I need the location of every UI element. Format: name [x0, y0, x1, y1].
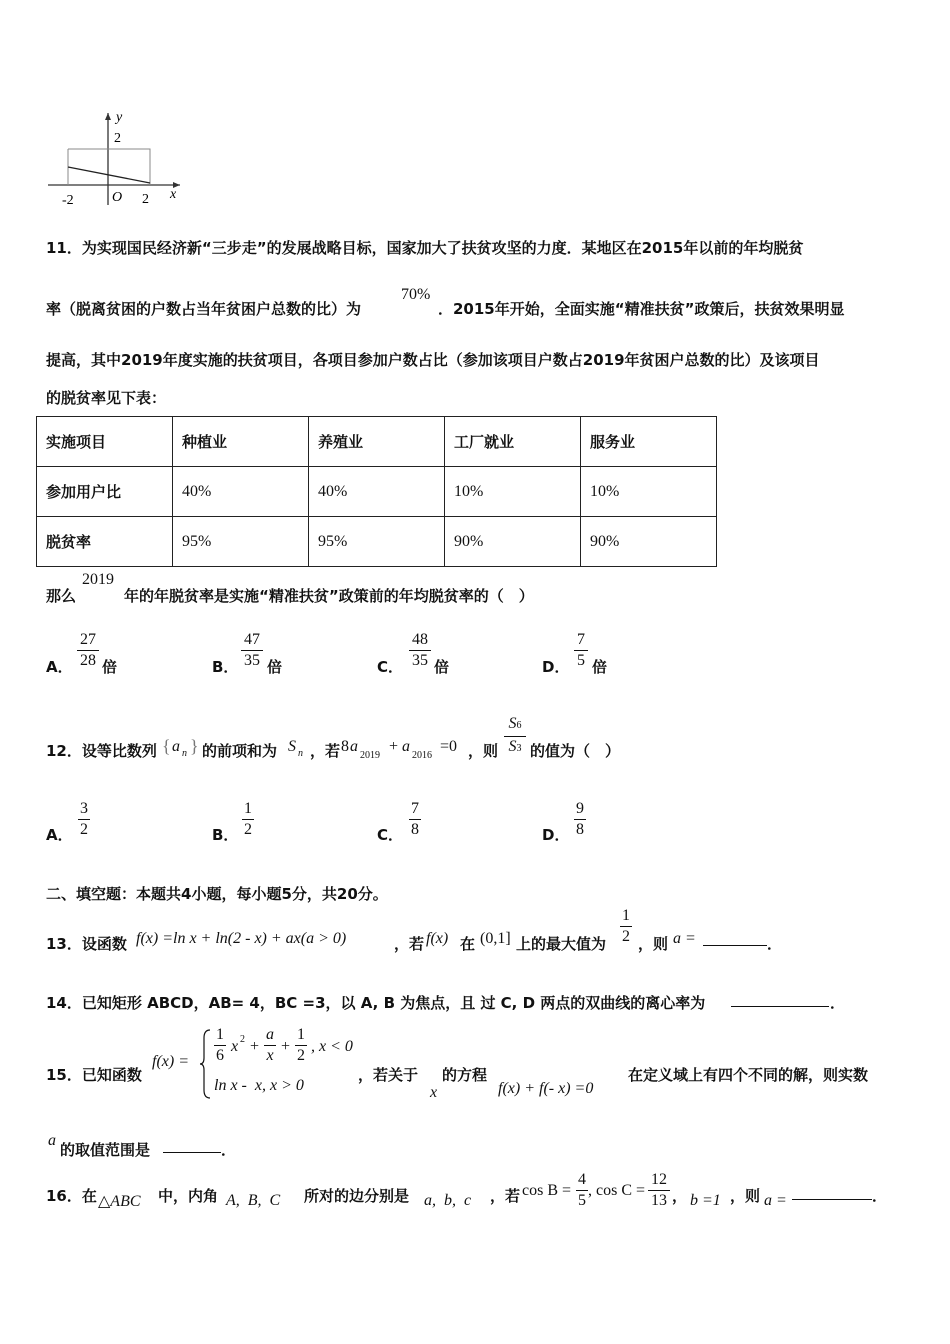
q12-seq: a	[172, 738, 180, 755]
option-label: D．	[542, 826, 570, 844]
q15-case1-pow: 2	[240, 1034, 245, 1045]
option-label: A．	[46, 658, 73, 676]
q12-seq-sub: n	[182, 748, 187, 759]
q15-case1-plus2: +	[281, 1038, 291, 1055]
q11-line3: 提高，其中2019年度实施的扶贫项目，各项目参加户数占比（参加该项目户数占2019年贫困户总数的比）及该项目	[46, 351, 820, 369]
q15-equation: f(x) + f(- x) =0	[498, 1080, 594, 1097]
q12-text-e: 的值为（ ）	[530, 742, 621, 760]
q16-cosC-fraction: 12 13	[648, 1170, 670, 1211]
q15-text-b: ，若关于	[358, 1066, 419, 1084]
q15-a-var: a	[48, 1132, 56, 1149]
option-fraction: 47 35	[241, 630, 263, 671]
table-header-cell: 服务业	[581, 417, 717, 467]
table-header-row	[37, 417, 717, 467]
q16-a-var: a =	[764, 1192, 787, 1209]
q16-end: ．	[872, 1187, 888, 1205]
table-cell: 参加用户比	[37, 467, 173, 517]
q15-text-a: 15．已知函数	[46, 1066, 142, 1084]
q15-case1-cond: , x < 0	[311, 1038, 353, 1055]
option-label: B．	[212, 658, 239, 676]
q12-eq-plus: +	[385, 738, 403, 755]
q13-text-c: 在	[460, 935, 476, 953]
q12-eq-a: a	[350, 738, 358, 755]
q13-max-fraction: 1 2	[622, 907, 630, 945]
q12-eq-coef: 8	[341, 738, 349, 755]
option-label: D．	[542, 658, 570, 676]
q16-b-value: b =1	[690, 1192, 721, 1209]
q12-eq-a2: a	[402, 738, 410, 755]
q16-text-b: 中，内角	[158, 1187, 219, 1205]
q14-text: 14．已知矩形 ABCD，AB= 4，BC =3，以 A, B 为焦点，且 过 C, D 两点的双曲线的离心率为	[46, 994, 706, 1012]
q16-cosB: cos B =	[522, 1182, 572, 1199]
option-fraction: 1 2	[244, 800, 252, 838]
q13-fx: f(x)	[426, 930, 449, 947]
q11-line2b: ．2015年开始，全面实施“精准扶贫”政策后，扶贫效果明显	[438, 300, 845, 318]
q11-year: 2019	[82, 571, 114, 588]
q11-line4: 的脱贫率见下表：	[46, 389, 167, 407]
table-cell: 40%	[309, 467, 445, 517]
q12-S: S	[288, 738, 296, 755]
q15-case2: ln x - x, x > 0	[214, 1077, 304, 1094]
option-unit: 倍	[102, 658, 118, 676]
table-cell: 90%	[445, 517, 581, 567]
option-fraction: 7 5	[574, 630, 588, 671]
section-heading: 二、填空题：本题共4小题，每小题5分，共20分。	[46, 885, 388, 903]
table-row	[37, 467, 717, 517]
option-unit: 倍	[434, 658, 450, 676]
table-cell: 10%	[581, 467, 717, 517]
y-tick-label: 2	[114, 131, 121, 146]
q11-ask-a: 那么	[46, 587, 77, 605]
q13-a-var: a =	[673, 930, 696, 947]
q16-angles: A, B, C	[226, 1192, 281, 1209]
q12-eq-sub2: 2016	[412, 750, 432, 761]
option-unit: 倍	[592, 658, 608, 676]
x-axis-label: x	[170, 187, 177, 202]
q16-text-c: 所对的边分别是	[304, 1187, 410, 1205]
function-graph	[40, 105, 190, 215]
q16-cosB-fraction: 4 5	[578, 1171, 586, 1209]
table-cell: 脱贫率	[37, 517, 173, 567]
q16-answer-blank	[792, 1199, 872, 1200]
x-tick-right: 2	[142, 192, 149, 207]
q11-line1: 11．为实现国民经济新“三步走”的发展战略目标，国家加大了扶贫攻坚的力度．某地区在2015年以前的年均脱贫	[46, 239, 804, 257]
table-header-cell: 种植业	[173, 417, 309, 467]
q16-text-d: ，若	[490, 1187, 521, 1205]
q16-triangle: △ABC	[98, 1193, 141, 1210]
q12-text-a: 12．设等比数列	[46, 742, 157, 760]
q12-eq-sub1: 2019	[360, 750, 380, 761]
table-cell: 95%	[309, 517, 445, 567]
q13-interval: (0,1]	[480, 930, 511, 947]
table-header-cell: 实施项目	[37, 417, 173, 467]
q16-text-e: ，	[672, 1187, 688, 1205]
q12-ratio-fraction: S6 S3	[504, 714, 526, 759]
option-unit: 倍	[267, 658, 283, 676]
q13-text-b: ，若	[394, 935, 425, 953]
option-fraction: 9 8	[576, 800, 584, 838]
q15-end: ．	[221, 1141, 237, 1159]
q15-fx: f(x) =	[152, 1053, 189, 1070]
origin-label: O	[112, 190, 123, 205]
q15-text-e: 的取值范围是	[60, 1141, 151, 1159]
q14-answer-blank	[731, 1006, 829, 1007]
q13-answer-blank	[703, 945, 767, 946]
q13-text-d: 上的最大值为	[516, 935, 607, 953]
q12-text-b: 的前项和为	[202, 742, 278, 760]
q15-case1-frac2: a x	[266, 1026, 274, 1064]
table-row	[37, 517, 717, 567]
option-label: A．	[46, 826, 73, 844]
piecewise-brace	[200, 1028, 212, 1100]
q15-case1-frac1: 1 6	[216, 1026, 224, 1064]
q16-sides: a, b, c	[424, 1192, 472, 1209]
x-tick-left: -2	[62, 193, 74, 208]
option-fraction: 3 2	[80, 800, 88, 838]
table-header-cell: 工厂就业	[445, 417, 581, 467]
q14-end: ．	[830, 994, 846, 1012]
q12-text-d: ，则	[468, 742, 499, 760]
poverty-table	[36, 416, 717, 567]
q15-case1-plus1: +	[250, 1038, 260, 1055]
q12-text-c: ，若	[310, 742, 341, 760]
table-cell: 10%	[445, 467, 581, 517]
q12-eq-end: =0	[436, 738, 458, 755]
table-cell: 90%	[581, 517, 717, 567]
q11-percent: 70%	[401, 286, 431, 303]
q15-case1-frac3: 1 2	[297, 1026, 305, 1064]
q12-S-sub: n	[298, 748, 303, 759]
q13-text-a: 13．设函数	[46, 935, 127, 953]
table-cell: 40%	[173, 467, 309, 517]
q11-ask-b: 年的年脱贫率是实施“精准扶贫”政策前的年均脱贫率的（ ）	[124, 587, 534, 605]
q16-cosC: , cos C =	[588, 1182, 646, 1199]
option-label: C．	[377, 658, 404, 676]
table-header-cell: 养殖业	[309, 417, 445, 467]
q15-text-d: 在定义域上有四个不同的解，则实数	[628, 1066, 869, 1084]
q13-function: f(x) =ln x + ln(2 - x) + ax(a > 0)	[136, 930, 347, 947]
option-fraction: 7 8	[411, 800, 419, 838]
q11-line2a: 率（脱离贫困的户数占当年贫困户总数的比）为	[46, 300, 362, 318]
option-label: B．	[212, 826, 239, 844]
table-cell: 95%	[173, 517, 309, 567]
q15-case1-x: x	[231, 1038, 239, 1055]
option-fraction: 27 28	[77, 630, 99, 671]
y-axis-label: y	[116, 110, 123, 125]
q13-text-e: ，则	[638, 935, 669, 953]
q15-text-c: 的方程	[442, 1066, 488, 1084]
option-label: C．	[377, 826, 404, 844]
q15-answer-blank	[163, 1152, 221, 1153]
q15-x-var: x	[430, 1084, 438, 1101]
option-fraction: 48 35	[409, 630, 431, 671]
q13-end: ．	[767, 935, 783, 953]
q16-text-a: 16．在	[46, 1187, 97, 1205]
q16-text-f: ，则	[730, 1187, 761, 1205]
